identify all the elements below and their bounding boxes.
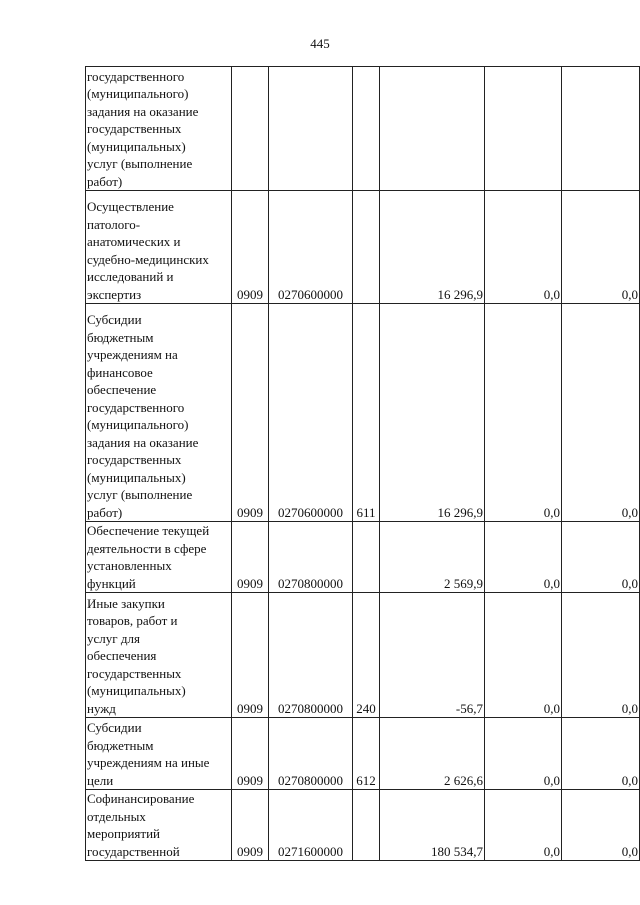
section-code: [232, 593, 269, 718]
section-code-text: 0909: [237, 772, 263, 788]
amount-year3-cell: [562, 593, 640, 718]
section-code: [232, 191, 269, 304]
amount-year2-cell: [485, 304, 562, 522]
section-code-text: 0909: [237, 575, 263, 591]
amount-cell: [380, 304, 485, 522]
target-article-code: [269, 718, 353, 790]
section-code: [232, 718, 269, 790]
amount-year3-cell-text: 0,0: [621, 700, 638, 716]
amount-year3-cell: [562, 191, 640, 304]
row-name-text: Субсидии бюджетным учреждениям на иные цели: [87, 720, 210, 788]
amount-cell-text: 2 569,9: [444, 575, 483, 591]
section-code-text: 0909: [237, 700, 263, 716]
amount-year2-cell-text: 0,0: [543, 772, 560, 788]
amount-year3-cell-text: 0,0: [621, 286, 638, 302]
row-name-text: Обеспечение текущей деятельности в сфере установленных функций: [87, 523, 210, 591]
target-article-code: [269, 67, 353, 191]
table-row: [86, 304, 640, 522]
amount-year3-cell-text: 0,0: [621, 504, 638, 520]
target-article-code-text: 0270800000: [278, 772, 343, 788]
section-code: [232, 790, 269, 861]
expense-type-code-text: 612: [356, 772, 376, 788]
target-article-code: [269, 304, 353, 522]
expense-type-code: [353, 304, 380, 522]
expense-type-code: [353, 191, 380, 304]
amount-year2-cell-text: 0,0: [543, 575, 560, 591]
expense-type-code: [353, 593, 380, 718]
row-name: [86, 67, 232, 191]
section-code: [232, 522, 269, 593]
page-number: 445: [310, 36, 330, 51]
expense-type-code: [353, 522, 380, 593]
amount-cell: [380, 522, 485, 593]
table-row: [86, 522, 640, 593]
amount-year3-cell: [562, 522, 640, 593]
section-code-text: 0909: [237, 286, 263, 302]
target-article-code-text: 0270600000: [278, 286, 343, 302]
amount-year2-cell-text: 0,0: [543, 504, 560, 520]
amount-year3-cell-text: 0,0: [621, 772, 638, 788]
amount-year2-cell: [485, 718, 562, 790]
section-code-text: 0909: [237, 504, 263, 520]
row-name: [86, 593, 232, 718]
target-article-code: [269, 191, 353, 304]
target-article-code: [269, 790, 353, 861]
row-name-text: Субсидии бюджетным учреждениям на финансовое обеспечение государственного (муниципального) задания на оказание государственных (муниципальных) услуг (выполнение работ): [87, 312, 199, 520]
amount-year3-cell-text: 0,0: [621, 843, 638, 859]
amount-cell: [380, 191, 485, 304]
row-name-text: Осуществление патолого- анатомических и судебно-медицинских исследований и экспертиз: [87, 199, 209, 302]
row-name: [86, 522, 232, 593]
row-name-text: государственного (муниципального) задания на оказание государственных (муниципальных) услуг (выполнение работ): [87, 68, 199, 189]
amount-cell: [380, 593, 485, 718]
amount-cell-text: 16 296,9: [437, 286, 483, 302]
amount-year2-cell: [485, 790, 562, 861]
expense-type-code: [353, 67, 380, 191]
row-name: [86, 304, 232, 522]
amount-year3-cell: [562, 67, 640, 191]
table-row: [86, 191, 640, 304]
amount-cell: [380, 790, 485, 861]
amount-cell: [380, 718, 485, 790]
expense-type-code-text: 240: [356, 700, 376, 716]
amount-year2-cell: [485, 67, 562, 191]
row-name: [86, 790, 232, 861]
amount-year2-cell: [485, 191, 562, 304]
amount-cell-text: -56,7: [455, 700, 483, 716]
amount-year2-cell: [485, 593, 562, 718]
target-article-code-text: 0270600000: [278, 504, 343, 520]
table-row: [86, 718, 640, 790]
row-name-text: Иные закупки товаров, работ и услуг для обеспечения государственных (муниципальных) нужд: [87, 595, 186, 716]
section-code: [232, 67, 269, 191]
target-article-code: [269, 522, 353, 593]
amount-year2-cell-text: 0,0: [543, 700, 560, 716]
amount-year2-cell: [485, 522, 562, 593]
target-article-code: [269, 593, 353, 718]
table-row: [86, 593, 640, 718]
table-row: [86, 67, 640, 191]
target-article-code-text: 0270800000: [278, 700, 343, 716]
row-name: [86, 191, 232, 304]
amount-year3-cell: [562, 304, 640, 522]
amount-cell-text: 2 626,6: [444, 772, 483, 788]
amount-year2-cell-text: 0,0: [543, 843, 560, 859]
table-row: [86, 790, 640, 861]
expense-type-code: [353, 790, 380, 861]
expense-type-code-text: 611: [356, 504, 376, 520]
row-name-text: Софинансирование отдельных мероприятий государственной: [87, 791, 195, 859]
expense-type-code: [353, 718, 380, 790]
row-name: [86, 718, 232, 790]
amount-cell-text: 180 534,7: [431, 843, 483, 859]
target-article-code-text: 0271600000: [278, 843, 343, 859]
section-code-text: 0909: [237, 843, 263, 859]
amount-cell: [380, 67, 485, 191]
amount-cell-text: 16 296,9: [437, 504, 483, 520]
budget-table: [85, 66, 640, 861]
amount-year3-cell: [562, 718, 640, 790]
amount-year2-cell-text: 0,0: [543, 286, 560, 302]
amount-year3-cell-text: 0,0: [621, 575, 638, 591]
amount-year3-cell: [562, 790, 640, 861]
section-code: [232, 304, 269, 522]
target-article-code-text: 0270800000: [278, 575, 343, 591]
